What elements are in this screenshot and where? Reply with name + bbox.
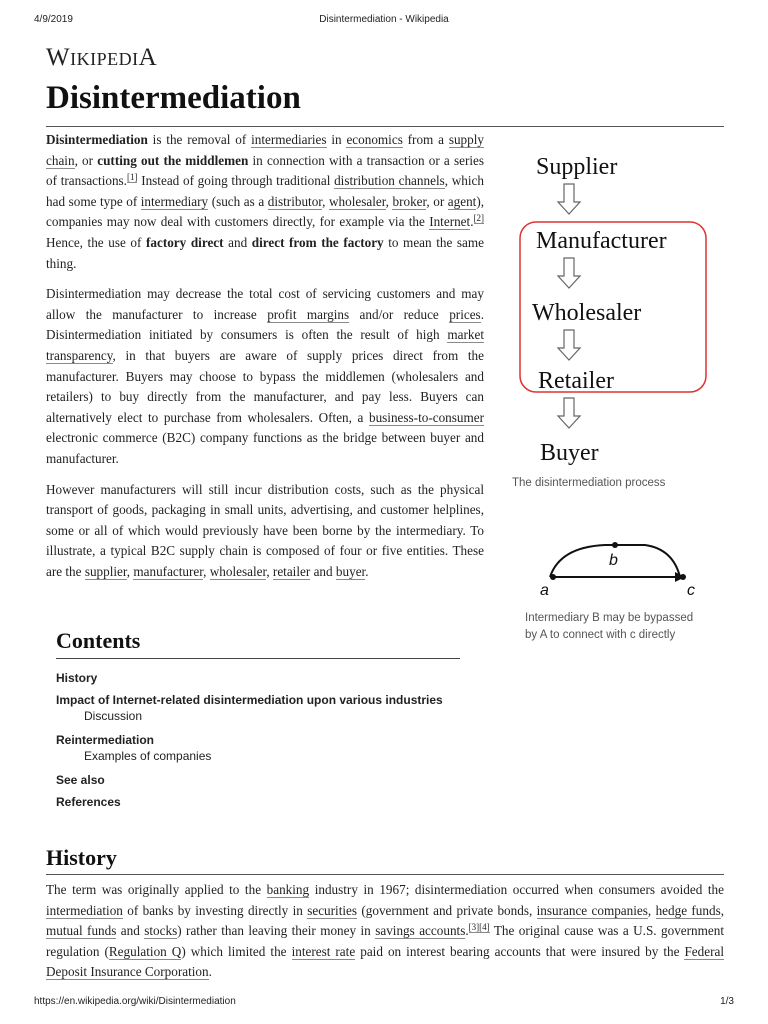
disintermediation-diagram[interactable] bbox=[512, 150, 712, 480]
link-internet[interactable]: Internet bbox=[429, 214, 471, 230]
diagram-caption: The disintermediation process bbox=[512, 477, 666, 489]
arrow-icon bbox=[558, 330, 580, 360]
link-mutual-funds[interactable]: mutual funds bbox=[46, 923, 117, 939]
wikipedia-logo[interactable]: WIKIPEDIA bbox=[46, 44, 158, 71]
bypass-diagram[interactable] bbox=[535, 535, 705, 605]
label-c: c bbox=[687, 582, 695, 599]
arrow-icon bbox=[558, 184, 580, 214]
paragraph-history: The term was originally applied to the banking industry in 1967; disintermediation occurred when consumers avoided the intermediation of banks by investing directly in securities (government and private bonds, insurance companies, hedge funds, mutual funds and stocks) rather than leaving their money in savings accounts.[3][4] The original cause was a U.S. government regulation (Regulation Q) which limited the interest rate paid on interest bearing accounts that were insured by the Federal Deposit Insurance Corporation. bbox=[46, 882, 725, 980]
history-divider bbox=[46, 874, 724, 875]
link-interest-rate[interactable]: interest rate bbox=[291, 943, 356, 959]
link-agent[interactable]: agent bbox=[447, 193, 477, 209]
link-fdic[interactable]: Federal Deposit Insurance Corporation bbox=[46, 943, 725, 980]
link-wholesaler-2[interactable]: wholesaler bbox=[209, 563, 267, 579]
toc-item-references[interactable]: References bbox=[56, 795, 121, 809]
link-securities[interactable]: securities bbox=[307, 902, 358, 918]
node-a-dot bbox=[550, 574, 556, 580]
link-economics[interactable]: economics bbox=[346, 132, 403, 147]
link-wholesaler[interactable]: wholesaler bbox=[329, 193, 386, 209]
link-stocks[interactable]: stocks bbox=[144, 923, 178, 939]
title-divider bbox=[46, 126, 724, 127]
node-b-dot bbox=[612, 542, 618, 548]
citation-1[interactable]: [1] bbox=[126, 171, 138, 182]
link-buyer[interactable]: buyer bbox=[335, 563, 366, 579]
node-manufacturer: Manufacturer bbox=[536, 228, 667, 254]
link-banking[interactable]: banking bbox=[266, 882, 310, 897]
link-retailer[interactable]: retailer bbox=[272, 563, 311, 579]
link-broker[interactable]: broker bbox=[392, 193, 427, 209]
print-url: https://en.wikipedia.org/wiki/Disintermediation bbox=[34, 996, 236, 1007]
node-buyer: Buyer bbox=[540, 440, 599, 466]
link-business-to-consumer[interactable]: business-to-consumer bbox=[368, 409, 484, 425]
print-page-title: Disintermediation - Wikipedia bbox=[319, 14, 449, 25]
link-intermediaries[interactable]: intermediaries bbox=[251, 132, 327, 147]
link-supply-chain[interactable]: supply chain bbox=[46, 132, 484, 168]
label-b: b bbox=[609, 552, 618, 569]
link-prices[interactable]: prices bbox=[449, 306, 481, 322]
paragraph-intro: Disintermediation is the removal of intermediaries in economics from a supply chain, or cutting out the middlemen in connection with a transaction or a series of transactions.[1] Instead of going through traditional distribution channels, which had some type of intermediary (such as a distributor, wholesaler, broker, or agent), companies may now deal with customers directly, for example via the Internet.[2] Hence, the use of factory direct and direct from the factory to mean the same thing. bbox=[46, 132, 485, 271]
label-a: a bbox=[540, 582, 549, 599]
node-retailer: Retailer bbox=[538, 368, 614, 394]
table-of-contents bbox=[56, 628, 460, 813]
node-c-dot bbox=[680, 574, 686, 580]
link-hedge-funds[interactable]: hedge funds bbox=[655, 902, 721, 918]
link-savings-accounts[interactable]: savings accounts bbox=[375, 923, 466, 939]
article-body bbox=[46, 130, 484, 592]
node-supplier: Supplier bbox=[536, 154, 618, 180]
citation-2[interactable]: [2] bbox=[473, 212, 484, 223]
link-supplier[interactable]: supplier bbox=[84, 563, 127, 579]
print-footer bbox=[34, 996, 734, 1010]
link-intermediation[interactable]: intermediation bbox=[46, 902, 123, 918]
link-distribution-channels[interactable]: distribution channels bbox=[334, 173, 445, 189]
toc-subitem-examples[interactable]: Examples of companies bbox=[84, 749, 212, 763]
arrow-icon bbox=[558, 398, 580, 428]
contents-divider bbox=[56, 658, 460, 659]
page-title: Disintermediation bbox=[46, 80, 301, 116]
section-heading-history: History bbox=[46, 845, 117, 870]
link-manufacturer[interactable]: manufacturer bbox=[133, 563, 204, 579]
arrow-icon bbox=[558, 258, 580, 288]
paragraph-costs: Disintermediation may decrease the total cost of servicing customers and may allow the manufacturer to increase profit margins and/or reduce prices. Disintermediation initiated by consumers is often the result of high market transparency, in that buyers are aware of supply prices direct from the manufacturer. Buyers may choose to bypass the middlemen (wholesalers and retailers) to buy directly from the manufacturer, and pay less. Buyers can alternatively elect to purchase from wholesalers. Often, a business-to-consumer electronic commerce (B2C) company functions as the bridge between buyer and manufacturer. bbox=[46, 286, 484, 466]
print-header bbox=[34, 14, 734, 28]
paragraph-supply-chain: However manufacturers will still incur distribution costs, such as the physical transport of goods, packaging in small units, advertising, and customer helplines, some or all of which would previously have been borne by the intermediary. To illustrate, a typical B2C supply chain is composed of four or five entities. These are the supplier, manufacturer, wholesaler, retailer and buyer. bbox=[46, 481, 484, 579]
toc-item-reintermediation[interactable]: Reintermediation bbox=[56, 733, 155, 747]
citation-3-4[interactable]: [3][4] bbox=[468, 921, 490, 932]
toc-item-impact[interactable]: Impact of Internet-related disintermediation upon various industries bbox=[56, 693, 443, 707]
link-market-transparency[interactable]: market transparency bbox=[46, 327, 484, 363]
toc-subitem-discussion[interactable]: Discussion bbox=[84, 709, 143, 723]
link-insurance-companies[interactable]: insurance companies bbox=[536, 902, 648, 918]
link-regulation-q[interactable]: Regulation Q bbox=[108, 943, 182, 959]
toc-item-history[interactable]: History bbox=[56, 671, 98, 685]
node-wholesaler: Wholesaler bbox=[532, 300, 642, 326]
toc-item-see-also[interactable]: See also bbox=[56, 773, 105, 787]
print-page-number: 1/3 bbox=[720, 996, 734, 1007]
bypass-caption: Intermediary B may be bypassed by A to connect with c directly bbox=[525, 612, 694, 641]
link-distributor[interactable]: distributor bbox=[267, 193, 323, 209]
link-intermediary[interactable]: intermediary bbox=[140, 193, 209, 209]
print-date: 4/9/2019 bbox=[34, 14, 73, 25]
link-profit-margins[interactable]: profit margins bbox=[267, 306, 350, 322]
contents-heading: Contents bbox=[56, 628, 141, 653]
